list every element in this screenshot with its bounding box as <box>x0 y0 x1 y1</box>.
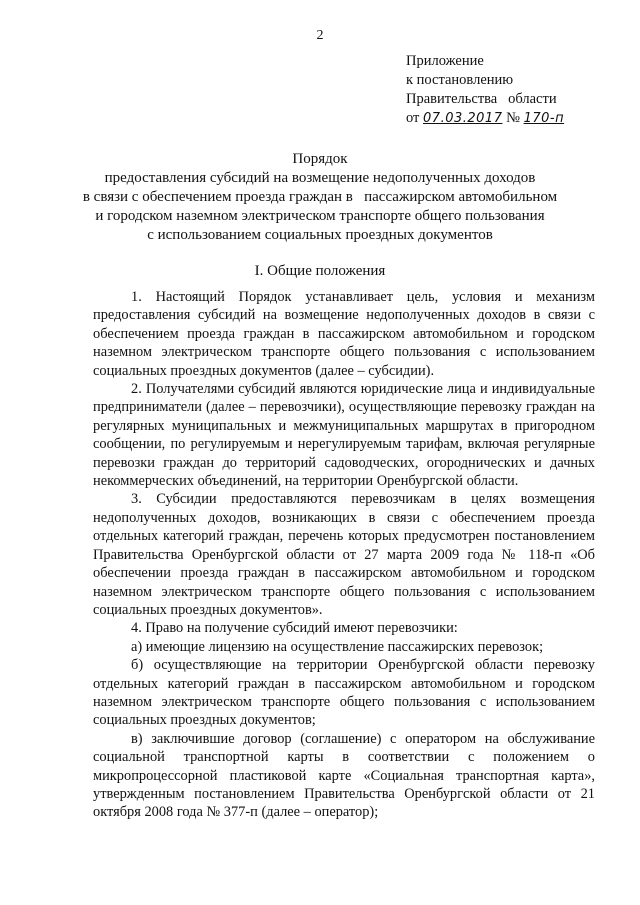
paragraph-2: 2. Получателями субсидий являются юридические лица и индивидуальные предприниматели (далее – перевозчики), осуществляющие перевозку граждан на регулярных муниципальных и межмуниципальных маршрутах в пригородном сообщении, по регулируемым и нерегулируемым тарифам, включая регулярные перевозки граждан до территорий садоводческих, огороднических и дачных некоммерческих объединений, на территории Оренбургской области. <box>93 381 595 490</box>
appendix-line-3: Правительства области <box>406 91 557 107</box>
title-heading: Порядок <box>292 151 348 167</box>
title-line-3: и городском наземном электрическом транспорте общего пользования <box>95 208 545 224</box>
title-line-1: предоставления субсидий на возмещение недополученных доходов <box>104 170 536 186</box>
document-body <box>93 288 595 822</box>
handwritten-number: 170-п <box>523 111 565 126</box>
appendix-header <box>406 52 564 128</box>
appendix-line-2: к постановлению <box>406 72 514 88</box>
appendix-line-1: Приложение <box>406 53 484 69</box>
paragraph-4: 4. Право на получение субсидий имеют перевозчики: <box>131 620 458 637</box>
paragraph-4b: б) осуществляющие на территории Оренбургской области перевозку отдельных категорий граждан в пассажирском автомобильном и городском наземном электрическом транспорте общего пользования с использованием социальных проездных документов; <box>93 657 595 729</box>
appendix-date-line <box>406 109 564 128</box>
paragraph-4c: в) заключившие договор (соглашение) с оператором на обслуживание социальной транспортной карты в соответствии с положением о микропроцессорной пластиковой карте «Социальная транспортная карта», утвержденным постановлением Правительства Оренбургской области от 21 октября 2008 года № 377-п (далее – оператор); <box>93 730 595 821</box>
appendix-from-label: от <box>406 110 420 126</box>
paragraph-4a: а) имеющие лицензию на осуществление пассажирских перевозок; <box>131 638 544 655</box>
title-line-2: в связи с обеспечением проезда граждан в пассажирском автомобильном <box>82 189 558 205</box>
appendix-number-sign: № <box>506 110 520 126</box>
document-title <box>60 150 580 245</box>
paragraph-3: 3. Субсидии предоставляются перевозчикам в целях возмещения недополученных доходов, возникающих в связи с обеспечением проезда отдельных категорий граждан, перечень которых предусмотрен постановлением Правительства Оренбургской области от 27 марта 2009 года № 118-п «Об обеспечении проезда граждан в пассажирском автомобильном и городском наземном электрическом транспорте общего пользования с использованием социальных проездных документов». <box>93 491 595 618</box>
title-line-4: с использованием социальных проездных документов <box>147 227 493 243</box>
handwritten-date: 07.03.2017 <box>423 111 503 126</box>
section-heading: I. Общие положения <box>254 263 386 279</box>
paragraph-1: 1. Настоящий Порядок устанавливает цель, условия и механизм предоставления субсидий на возмещение недополученных доходов в связи с обеспечением проезда граждан в пассажирском автомобильном и городском наземном электрическом транспорте общего пользования с использованием социальных проездных документов (далее – субсидии). <box>93 289 595 379</box>
page-number: 2 <box>316 28 324 43</box>
